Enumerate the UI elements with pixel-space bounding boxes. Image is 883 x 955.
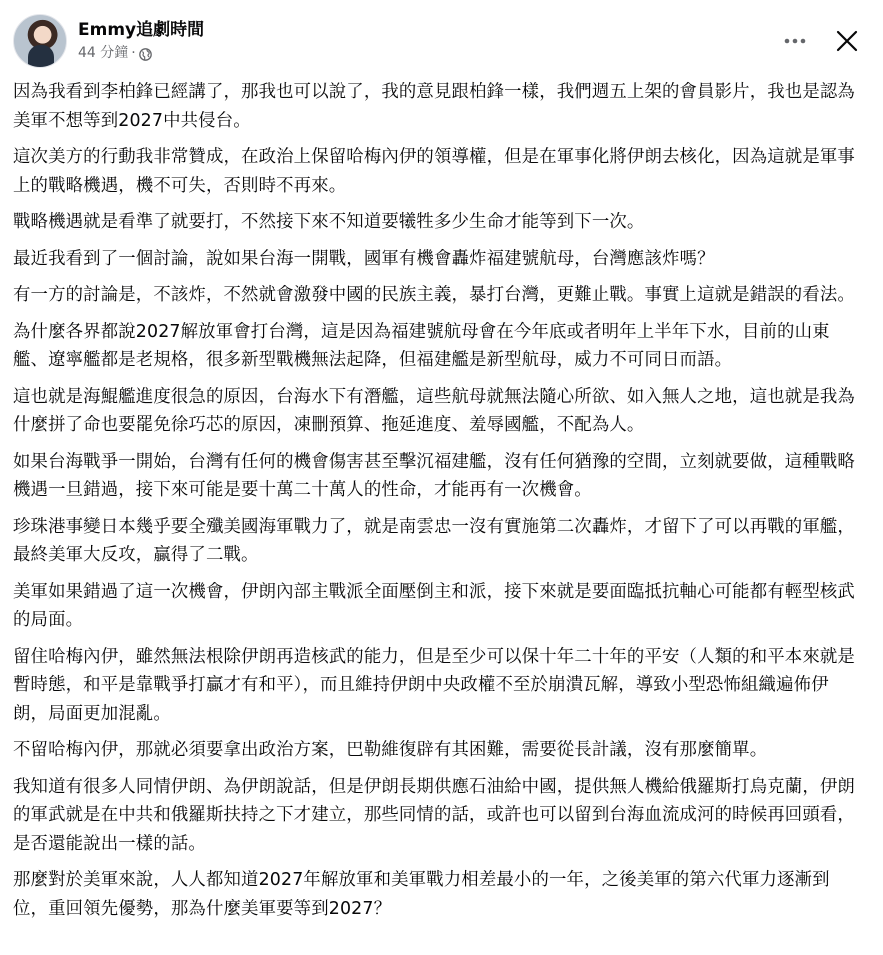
author-avatar[interactable] xyxy=(13,14,67,68)
post-paragraph: 留住哈梅內伊，雖然無法根除伊朗再造核武的能力，但是至少可以保十年二十年的平安（人類的和平本來就是暫時態，和平是靠戰爭打贏才有和平），而且維持伊朗中央政權不至於崩潰瓦解，導致小型恐怖組織遍佈伊朗，局面更加混亂。 xyxy=(13,646,855,724)
post-paragraph: 因為我看到李柏鋒已經講了，那我也可以說了，我的意見跟柏鋒一樣，我們週五上架的會員影片，我也是認為美軍不想等到2027中共侵台。 xyxy=(13,82,855,131)
close-icon xyxy=(836,30,858,52)
post-paragraph: 如果台海戰爭一開始，台灣有任何的機會傷害甚至擊沉福建艦，沒有任何猶豫的空間，立刻就要做，這種戰略機遇一旦錯過，接下來可能是要十萬二十萬人的性命，才能再有一次機會。 xyxy=(13,451,855,500)
post-timestamp[interactable]: 44 分鐘 xyxy=(78,45,129,61)
post-paragraph: 我知道有很多人同情伊朗、為伊朗說話，但是伊朗長期供應石油給中國，提供無人機給俄羅斯打烏克蘭，伊朗的軍武就是在中共和俄羅斯扶持之下才建立，那些同情的話，或許也可以留到台海血流成河的時候再回頭看，是否還能說出一樣的話。 xyxy=(13,776,855,854)
more-horizontal-icon xyxy=(784,38,806,44)
post-paragraph: 這也就是海鯤艦進度很急的原因，台海水下有潛艦，這些航母就無法隨心所欲、如入無人之地，這也就是我為什麼拼了命也要罷免徐巧芯的原因，凍刪預算、拖延進度、羞辱國艦，不配為人。 xyxy=(13,386,855,435)
post-paragraph: 戰略機遇就是看準了就要打，不然接下來不知道要犧牲多少生命才能等到下一次。 xyxy=(13,212,645,232)
separator-dot: · xyxy=(131,45,136,61)
post-header xyxy=(13,0,867,78)
post-paragraph: 美軍如果錯過了這一次機會，伊朗內部主戰派全面壓倒主和派，接下來就是要面臨抵抗軸心可能都有輕型核武的局面。 xyxy=(13,581,855,630)
post-paragraph: 有一方的討論是，不該炸，不然就會激發中國的民族主義，暴打台灣，更難止戰。事實上這就是錯誤的看法。 xyxy=(13,285,855,305)
post-subline xyxy=(78,43,204,63)
author-name[interactable]: Emmy追劇時間 xyxy=(78,20,205,40)
post-body xyxy=(13,78,867,923)
post-paragraph: 那麼對於美軍來說，人人都知道2027年解放軍和美軍戰力相差最小的一年，之後美軍的第六代軍力逐漸到位，重回領先優勢，那為什麼美軍要等到2027？ xyxy=(13,870,830,919)
post-paragraph: 不留哈梅內伊，那就必須要拿出政治方案，巴勒維復辟有其困難，需要從長計議，沒有那麼簡單。 xyxy=(13,740,768,760)
globe-icon[interactable] xyxy=(139,47,152,60)
post-paragraph: 珍珠港事變日本幾乎要全殲美國海軍戰力了，就是南雲忠一沒有實施第二次轟炸，才留下了可以再戰的軍艦，最終美軍大反攻，贏得了二戰。 xyxy=(13,516,855,565)
close-button[interactable] xyxy=(829,23,865,59)
post-paragraph: 為什麼各界都說2027解放軍會打台灣，這是因為福建號航母會在今年底或者明年上半年下水，目前的山東艦、遼寧艦都是老規格，很多新型戰機無法起降，但福建艦是新型航母，威力不可同日而語。 xyxy=(13,321,830,370)
post-paragraph: 最近我看到了一個討論，說如果台海一開戰，國軍有機會轟炸福建號航母，台灣應該炸嗎？ xyxy=(13,248,715,269)
header-actions xyxy=(777,23,867,59)
post-paragraph: 這次美方的行動我非常贊成，在政治上保留哈梅內伊的領導權，但是在軍事化將伊朗去核化，因為這就是軍事上的戰略機遇，機不可失，否則時不再來。 xyxy=(13,147,855,196)
post-meta xyxy=(78,19,204,63)
more-options-button[interactable] xyxy=(777,23,813,59)
